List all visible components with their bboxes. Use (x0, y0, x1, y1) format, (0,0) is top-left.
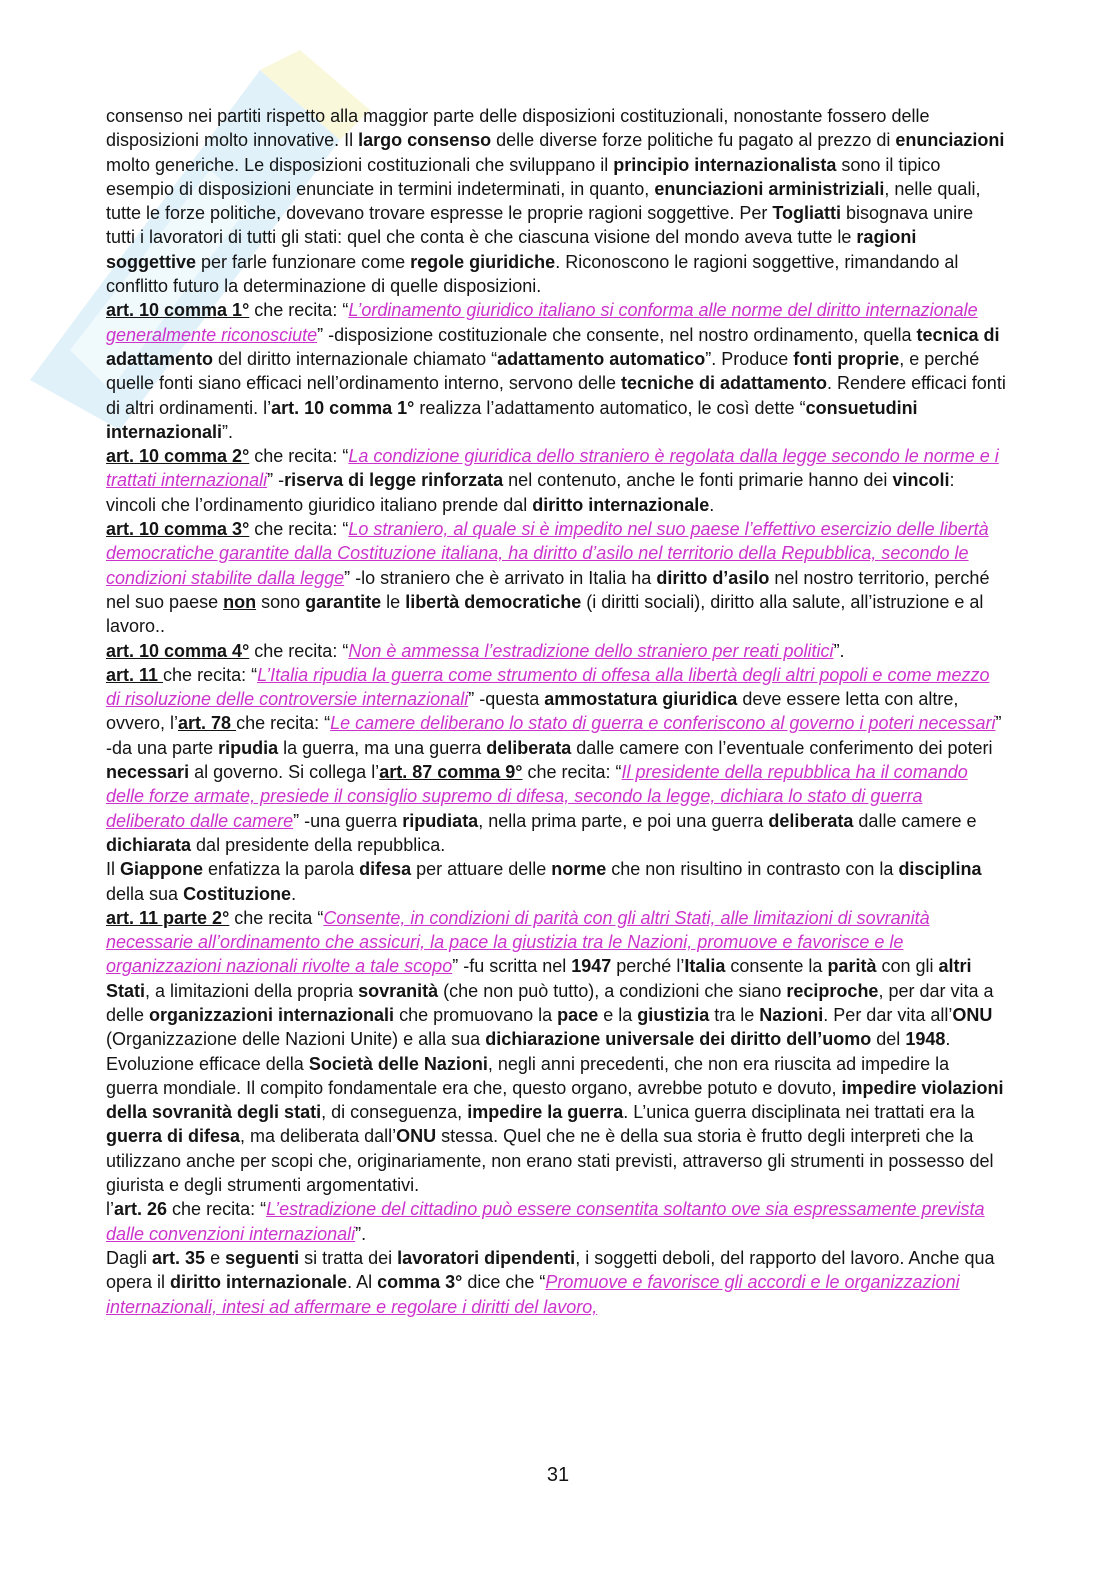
bold-term: difesa (359, 859, 412, 880)
bold-term: comma 3° (377, 1272, 463, 1293)
article-quote: Il presidente della repubblica ha il comando delle forze armate, presiede il consiglio supremo di difesa, secondo la legge, dichiara lo stato di guerra deliberato dalle camere (106, 762, 968, 831)
text-run: dalle camere con l’eventuale conferimento dei poteri (571, 737, 993, 758)
bold-term: ripudiata (402, 810, 479, 831)
article-quote: La condizione giuridica dello straniero è regolata dalla legge secondo le norme e i trattati internazionali (106, 446, 999, 491)
text-run: consente la (725, 956, 828, 977)
text-run: dal presidente della repubblica. (191, 834, 446, 855)
article-reference: non (223, 591, 257, 612)
paragraph (106, 639, 1006, 663)
bold-term: 1948 (905, 1029, 946, 1050)
bold-term: ripudia (218, 737, 279, 758)
article-quote: Promuove e favorisce gli accordi e le organizzazioni internazionali, intesi ad affermare e regolare i diritti del lavoro, (106, 1272, 960, 1317)
text-run: bisognava unire tutti i lavoratori di tutti gli stati: quel che conta è che ciascuna visione del mondo aveva tutte le (106, 203, 974, 248)
text-run: Il (106, 859, 121, 880)
text-run: . (709, 494, 715, 515)
text-run: . Rendere efficaci fonti di altri ordinamenti. l’ (106, 373, 1006, 418)
text-run: ” -fu scritta nel (452, 956, 572, 977)
bold-term: adattamento automatico (497, 348, 706, 369)
article-quote: Lo straniero, al quale si è impedito nel suo paese l’effettivo esercizio delle libertà democratiche garantite dalla Costituzione italiana, ha diritto d’asilo nel territorio della Repubblica, secondo le condizioni stabilite dalla legge (106, 519, 989, 588)
text-run: dice che “ (462, 1272, 546, 1293)
bold-term: riserva di legge rinforzata (284, 470, 504, 491)
text-run: nel contenuto, anche le fonti primarie hanno dei (503, 470, 893, 491)
bold-term: art. 10 comma 1° (271, 397, 415, 418)
bold-term: dichiarata (106, 834, 192, 855)
text-run: che recita: “ (249, 640, 349, 661)
text-run: , nelle quali, tutte le forze politiche, dovevano trovare espresse le proprie ragioni soggettive. Per (106, 178, 981, 224)
text-run: che recita: “ (236, 713, 331, 734)
text-run: : vincoli che l’ordinamento giuridico italiano prende dal (106, 470, 955, 515)
bold-term: reciproche (786, 980, 879, 1001)
bold-term: art. 26 (114, 1199, 168, 1220)
text-run: , i soggetti deboli, del rapporto del lavoro. Anche qua opera il (106, 1247, 995, 1293)
article-quote: Consente, in condizioni di parità con gli altri Stati, alle limitazioni di sovranità necessarie all’ordinamento che assicuri, la pace la giustizia tra le Nazioni, promuove e favorisce e le organizzazioni nazionali rivolte a tale scopo (106, 907, 930, 977)
bold-term: Società delle Nazioni (308, 1053, 488, 1074)
text-run: che recita “ (229, 907, 324, 928)
text-run: che recita: “ (249, 446, 349, 467)
text-run: ”. Produce (705, 348, 794, 369)
article-reference: art. 78 (178, 713, 237, 734)
text-run: dalle camere e (853, 810, 977, 831)
text-run: , negli anni precedenti, che non era riuscita ad impedire la guerra mondiale. Il compito fondamentale era che, questo organo, avrebbe potuto e dovuto, (106, 1053, 950, 1098)
bold-term: organizzazioni internazionali (149, 1004, 395, 1025)
text-run: , per dar vita a delle (106, 980, 994, 1025)
bold-term: enunciazioni (895, 130, 1005, 151)
bold-term: tecniche di adattamento (621, 373, 828, 394)
paragraph (106, 517, 1006, 638)
bold-term: 1947 (571, 956, 612, 977)
text-run: per attuare delle (411, 859, 552, 880)
bold-term: deliberata (486, 737, 572, 758)
text-run: tra le (709, 1004, 760, 1025)
bold-term: guerra di difesa (106, 1126, 241, 1147)
article-quote: L’ordinamento giuridico italiano si conforma alle norme del diritto internazionale generalmente riconosciute (106, 300, 978, 345)
text-run: (i diritti sociali), diritto alla salute, all’istruzione e al lavoro.. (106, 591, 984, 637)
bold-term: Togliatti (772, 203, 842, 224)
bold-term: largo consenso (358, 130, 492, 151)
text-run: che recita: “ (167, 1199, 267, 1220)
bold-term: disciplina (898, 859, 982, 880)
bold-term: diritto internazionale (170, 1272, 348, 1293)
text-run: ” -da una parte (106, 713, 1002, 758)
text-run: . L’unica guerra disciplinata nei trattati era la (623, 1102, 975, 1123)
bold-term: giustizia (637, 1004, 710, 1025)
text-run: ” -una guerra (293, 810, 403, 831)
text-run: . Al (347, 1272, 378, 1293)
bold-term: Italia (684, 956, 726, 977)
bold-term: altri Stati (106, 956, 972, 1001)
bold-term: vincoli (892, 470, 950, 491)
text-run: che non risultino in contrasto con la (606, 859, 899, 880)
text-run: realizza l’adattamento automatico, le così dette “ (414, 397, 806, 418)
text-run: , ma deliberata dall’ (240, 1126, 397, 1147)
text-run: Dagli (106, 1247, 153, 1268)
bold-term: deliberata (768, 810, 854, 831)
text-run: molto generiche. Le disposizioni costituzionali che sviluppano il (106, 154, 614, 175)
bold-term: ONU (952, 1004, 993, 1025)
text-run: . Per dar vita all’ (823, 1004, 953, 1025)
bold-term: tecnica di adattamento (106, 324, 1000, 369)
text-run: sono (256, 591, 306, 612)
article-quote: Non è ammessa l’estradizione dello straniero per reati politici (348, 640, 834, 661)
text-run: sono il tipico esempio di disposizioni enunciate in termini indeterminati, in quanto, (106, 154, 941, 199)
text-run: che recita: “ (522, 762, 622, 783)
text-run: delle diverse forze politiche fu pagato al prezzo di (491, 130, 896, 151)
paragraph (106, 298, 1006, 444)
article-reference: art. 10 comma 1° (106, 300, 250, 321)
bold-term: ammostatura giuridica (544, 689, 738, 710)
paragraph (106, 1197, 1006, 1246)
text-run: (che non può tutto), a condizioni che siano (438, 980, 787, 1001)
text-run: perché l’ (611, 956, 685, 977)
text-run: che recita: “ (249, 519, 349, 540)
article-quote: L’estradizione del cittadino può essere consentita soltanto ove sia espressamente prevista dalle convenzioni internazionali (106, 1199, 985, 1244)
bold-term: principio internazionalista (613, 154, 837, 175)
text-run: che recita: “ (249, 300, 349, 321)
text-run: e la (598, 1004, 638, 1025)
paragraph (106, 104, 1006, 298)
bold-term: impedire la guerra (467, 1102, 624, 1123)
page-number: 31 (546, 1464, 570, 1486)
bold-term: ONU (396, 1126, 437, 1147)
article-quote: Le camere deliberano lo stato di guerra e conferiscono al governo i poteri necessari (330, 713, 996, 734)
text-run: della sua (106, 883, 184, 904)
paragraph (106, 444, 1006, 517)
bold-term: necessari (106, 762, 190, 783)
article-quote: L’Italia ripudia la guerra come strumento di offesa alla libertà degli altri popoli e come mezzo di risoluzione delle controversie internazionali (106, 664, 990, 710)
paragraph (106, 1246, 1006, 1319)
bold-term: garantite (305, 591, 382, 612)
article-reference: art. 11 parte 2° (106, 907, 230, 928)
text-run: la guerra, ma una guerra (278, 737, 487, 758)
text-run: . (291, 883, 297, 904)
article-reference: art. 11 (106, 664, 164, 685)
text-run: e (205, 1247, 226, 1268)
paragraph (106, 663, 1006, 857)
bold-term: fonti proprie (793, 348, 900, 369)
text-run: enfatizza la parola (203, 859, 360, 880)
text-run: che promuovano la (394, 1004, 558, 1025)
bold-term: seguenti (225, 1247, 300, 1268)
text-run: si tratta dei (299, 1247, 398, 1268)
text-run: nel nostro territorio, perché nel suo paese (106, 567, 990, 612)
text-run: al governo. Si collega l’ (189, 762, 380, 783)
bold-term: libertà democratiche (405, 591, 582, 612)
article-reference: art. 10 comma 3° (106, 519, 250, 540)
article-reference: art. 10 comma 4° (106, 640, 250, 661)
bold-term: pace (557, 1004, 599, 1025)
bold-term: regole giuridiche (410, 251, 556, 272)
bold-term: diritto internazionale (532, 494, 710, 515)
text-run: , a limitazioni della propria (145, 980, 359, 1001)
text-run: per farle funzionare come (196, 251, 411, 272)
text-run: ”. (222, 421, 234, 442)
bold-term: parità (827, 956, 877, 977)
text-run: del (871, 1029, 906, 1050)
bold-term: sovranità (358, 980, 439, 1001)
text-run: ” -disposizione costituzionale che consente, nel nostro ordinamento, quella (317, 324, 917, 345)
paragraph (106, 857, 1006, 906)
bold-term: dichiarazione universale dei diritto dell’uomo (485, 1029, 872, 1050)
bold-term: art. 35 (152, 1247, 206, 1268)
text-run: deve essere letta con altre, ovvero, l’ (106, 689, 959, 734)
text-run: del diritto internazionale chiamato “ (213, 348, 498, 369)
bold-term: impedire violazioni della sovranità degli stati (106, 1077, 1004, 1123)
text-run: . Evoluzione efficace della (106, 1029, 951, 1074)
bold-term: Giappone (120, 859, 204, 880)
text-run: l’ (106, 1199, 114, 1220)
text-run: consenso nei partiti rispetto alla maggior parte delle disposizioni costituzionali, nonostante fossero delle disposizioni molto innovative. Il (106, 106, 930, 151)
text-run: ”. (833, 640, 845, 661)
text-run: le (381, 591, 406, 612)
bold-term: ragioni soggettive (106, 227, 917, 272)
bold-term: consuetudini internazionali (106, 397, 918, 442)
article-reference: art. 87 comma 9° (379, 762, 523, 783)
text-run: , nella prima parte, e poi una guerra (478, 810, 769, 831)
bold-term: lavoratori dipendenti (397, 1247, 576, 1268)
text-run: ”. (355, 1223, 367, 1244)
bold-term: Nazioni (759, 1004, 824, 1025)
article-reference: art. 10 comma 2° (106, 446, 250, 467)
document-body (106, 104, 1006, 1319)
text-run: (Organizzazione delle Nazioni Unite) e alla sua (106, 1029, 486, 1050)
bold-term: norme (551, 859, 607, 880)
text-run: . Riconoscono le ragioni soggettive, rimandando al conflitto futuro la determinazione di quelle disposizioni. (106, 251, 959, 297)
bold-term: diritto d’asilo (656, 567, 770, 588)
bold-term: Costituzione (183, 883, 292, 904)
paragraph (106, 906, 1006, 1198)
text-run: con gli (876, 956, 939, 977)
bold-term: enunciazioni arministriziali (654, 178, 885, 199)
text-run: , e perché quelle fonti siano efficaci nell’ordinamento interno, servono delle (106, 348, 980, 394)
text-run: ” - (267, 470, 285, 491)
text-run: stessa. Quel che ne è della sua storia è frutto degli interpreti che la utilizzano anche per scopi che, originariamente, non erano stati previsti, attraverso gli strumenti in possesso del giurista e degli strumenti argomentativi. (106, 1126, 994, 1196)
text-run: ” -questa (468, 689, 545, 710)
text-run: che recita: “ (163, 664, 258, 685)
text-run: ” -lo straniero che è arrivato in Italia ha (344, 567, 657, 588)
text-run: , di conseguenza, (321, 1102, 468, 1123)
